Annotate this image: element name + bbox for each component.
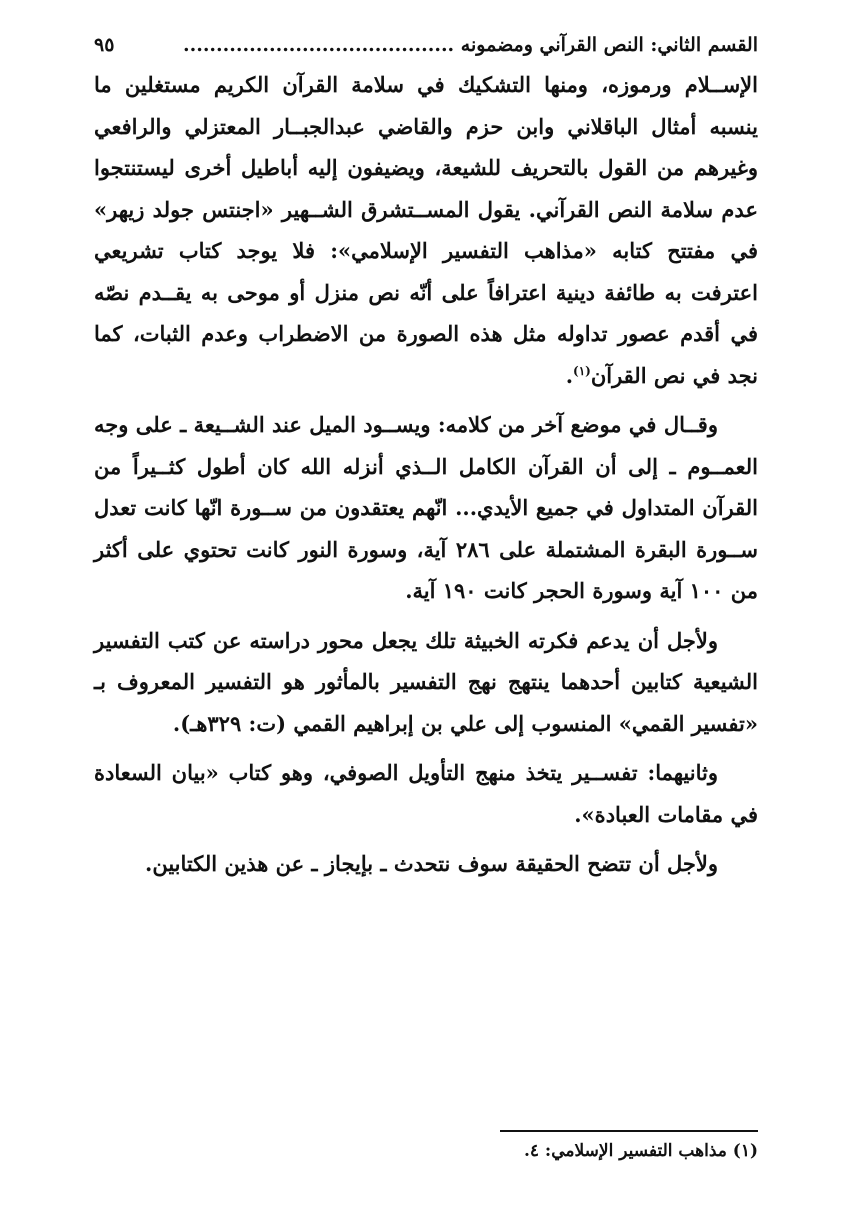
body-text	[94, 64, 758, 885]
footnotes	[94, 1130, 758, 1166]
paragraph-1-end: .	[565, 362, 573, 388]
footnote-marker: (١)	[573, 363, 591, 378]
footnote-1: (١) مذاهب التفسير الإسلامي: ٤.	[523, 1141, 758, 1161]
paragraph-3: ولأجل أن يدعم فكرته الخبيثة تلك يجعل محور دراسته عن كتب التفسير الشيعية كتابين أحدهما ينتهج نهج التفسير بالمأثور هو التفسير المعروف بـ «تفسير القمي» المنسوب إلى علي بن إبراهيم القمي (ت: ٣٢٩هـ).	[94, 627, 758, 736]
paragraph-1-text: الإســلام ورموزه، ومنها التشكيك في سلامة القرآن الكريم مستغلين ما ينسبه أمثال الباقلاني وابن حزم والقاضي عبدالجبــار المعتزلي والرافعي وغيرهم من القول بالتحريف للشيعة، ويضيفون إليه أباطيل أخرى ليستنتجوا عدم سلامة النص القرآني. يقول المســتشرق الشــهير «اجنتس جولد زيهر» في مفتتح كتابه «مذاهب التفسير الإسلامي»: فلا يوجد كتاب تشريعي اعترفت به طائفة دينية اعترافاً على أنّه نص منزل أو موحى به يقــدم نصّه في أقدم عصور تداوله مثل هذه الصورة من الاضطراب وعدم الثبات، كما نجد في نص القرآن	[94, 72, 758, 388]
paragraph-4: وثانيهما: تفســير يتخذ منهج التأويل الصوفي، وهو كتاب «بيان السعادة في مقامات العبادة».	[94, 760, 758, 827]
page	[94, 30, 758, 893]
paragraph-2: وقــال في موضع آخر من كلامه: ويســود الميل عند الشــيعة ـ على وجه العمــوم ـ إلى أن القرآن الكامل الــذي أنزله الله كان أطول كثــيراً من القرآن المتداول في جميع الأيدي... انّهم يعتقدون من ســورة انّها كانت تعدل ســورة البقرة المشتملة على ٢٨٦ آية، وسورة النور كانت تحتوي على أكثر من ١٠٠ آية وسورة الحجر كانت ١٩٠ آية.	[94, 412, 759, 603]
footnote-rule	[500, 1130, 758, 1132]
running-header	[94, 30, 758, 64]
section-title: القسم الثاني: النص القرآني ومضمونه .........................................	[182, 34, 758, 56]
paragraph-5: ولأجل أن تتضح الحقيقة سوف نتحدث ـ بإيجاز ـ عن هذين الكتابين.	[145, 851, 718, 876]
paragraph-1	[94, 64, 758, 396]
page-number: ٩٥	[94, 34, 115, 56]
